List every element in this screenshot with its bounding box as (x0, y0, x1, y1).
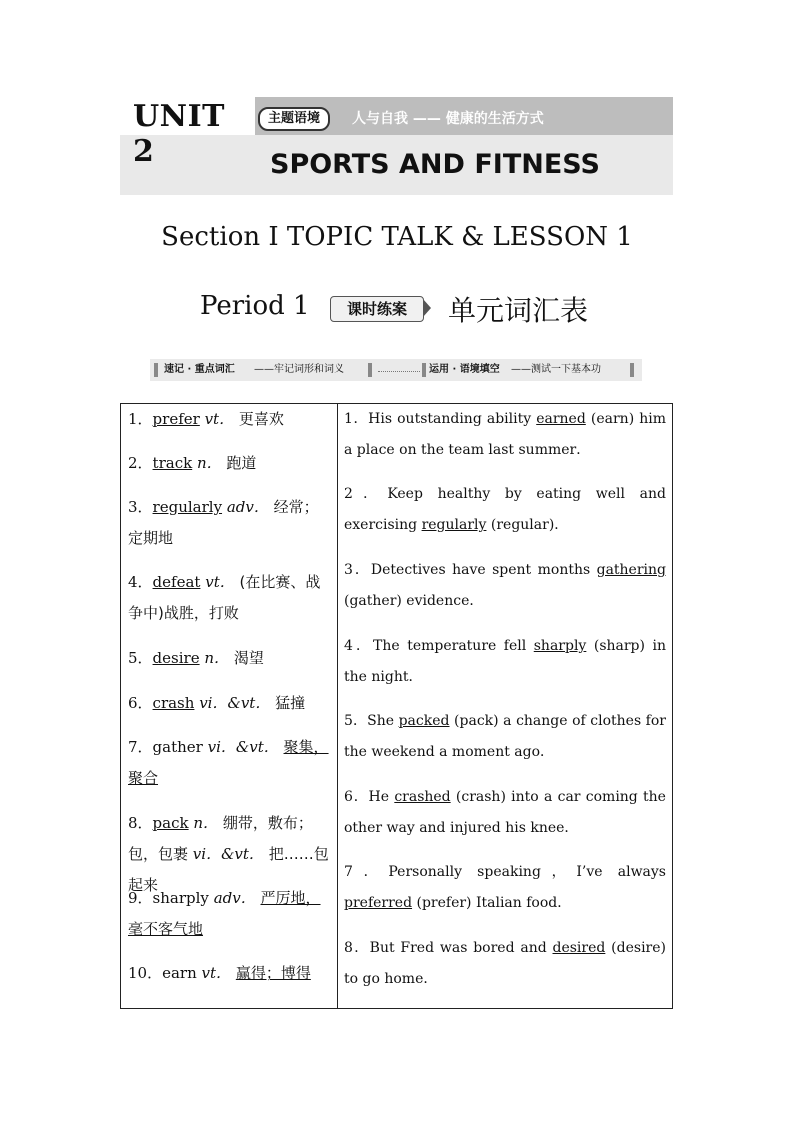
apply-desc: ——测试一下基本功 (511, 364, 601, 375)
divider-icon (368, 363, 372, 377)
memorize-desc: ——牢记词形和词义 (254, 364, 344, 375)
divider-icon (630, 363, 634, 377)
lesson-practice-badge: 课时练案 (330, 296, 424, 322)
sentence-item: 4．The temperature fell sharply (sharp) in the night． (344, 638, 666, 685)
topic-context-text: 人与自我 —— 健康的生活方式 (352, 111, 544, 127)
divider-icon (154, 363, 158, 377)
topic-context-tag: 主题语境 (258, 107, 330, 131)
vocab-table (120, 403, 673, 1009)
vocab-item: 9．sharply adv． 严厉地，毫不客气地 (128, 889, 321, 938)
sentence-item: 2．Keep healthy by eating well and exercising regularly (regular)． (344, 486, 666, 533)
vocab-item: 6．crash vi．&vt． 猛撞 (128, 694, 306, 712)
section-title: Section Ⅰ TOPIC TALK & LESSON 1 (161, 222, 633, 252)
unit-title: SPORTS AND FITNESS (270, 149, 600, 180)
column-divider (337, 404, 338, 1008)
sentence-item: 8．But Fred was bored and desired (desire) to go home． (344, 940, 666, 987)
unit-banner (120, 97, 673, 195)
unit-label-box (120, 97, 255, 169)
vocab-list-title: 单元词汇表 (448, 294, 589, 327)
vocab-item: 5．desire n． 渴望 (128, 649, 264, 667)
vocab-item: 10．earn vt． 赢得；博得 (128, 964, 311, 982)
sentence-item: 1．His outstanding ability earned (earn) him a place on the team last summer． (344, 411, 666, 458)
sentence-item: 6．He crashed (crash) into a car coming the other way and injured his knee． (344, 789, 666, 836)
divider-icon (422, 363, 426, 377)
vocab-item: 2．track n． 跑道 (128, 454, 257, 472)
unit-label: UNIT 2 (133, 99, 225, 169)
sentence-item: 7．Personally speaking，I’ve always preferred (prefer) Italian food． (344, 864, 666, 911)
sentence-item: 3．Detectives have spent months gathering (gather) evidence． (344, 562, 666, 609)
vocab-item: 1．prefer vt． 更喜欢 (128, 410, 284, 428)
badge-arrow-icon (423, 299, 431, 317)
dotted-line (378, 370, 420, 372)
vocab-item: 7．gather vi．&vt． 聚集，聚合 (128, 738, 329, 787)
apply-label: 运用 · 语境填空 (429, 364, 500, 375)
vocab-item: 4．defeat vt． (在比赛、战争中)战胜，打败 (128, 573, 321, 622)
vocab-item: 8．pack n． 绷带，敷布；包，包裹 vi．&vt． 把……包起来 (128, 814, 329, 894)
period-label: Period 1 (200, 291, 310, 321)
sentence-item: 5．She packed (pack) a change of clothes for the weekend a moment ago． (344, 713, 666, 760)
vocab-item: 3．regularly adv． 经常；定期地 (128, 498, 319, 547)
section-subheading-bar (150, 359, 642, 381)
memorize-label: 速记 · 重点词汇 (164, 364, 235, 375)
